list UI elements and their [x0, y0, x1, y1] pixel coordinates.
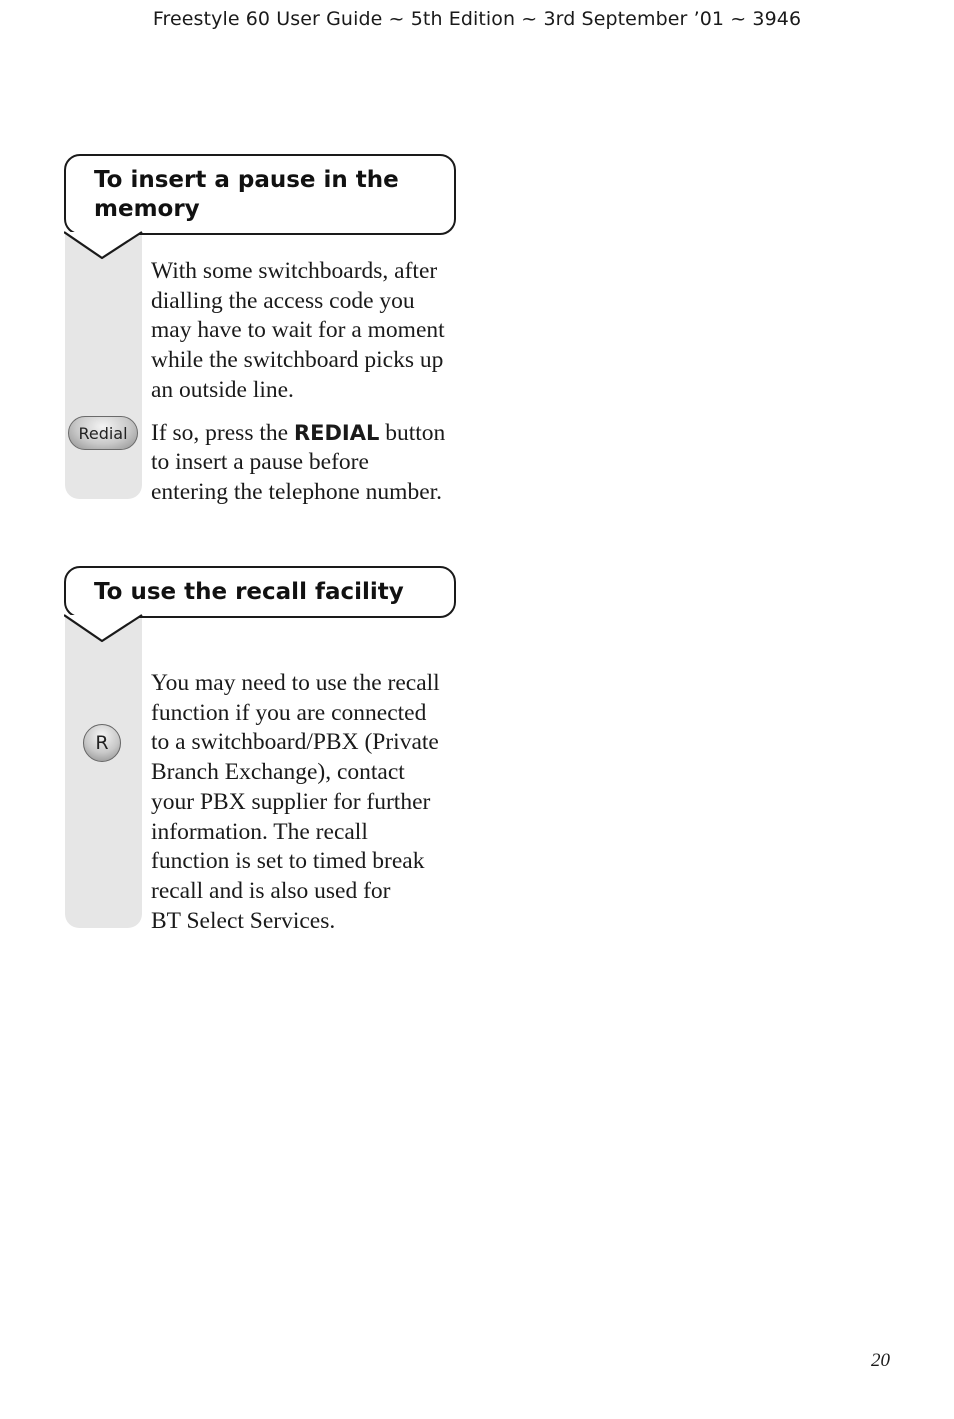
redial-button-icon: Redial	[68, 416, 138, 450]
recall-button-icon: R	[83, 724, 121, 762]
callout-pointer	[64, 231, 146, 261]
redial-keyword: REDIAL	[293, 420, 380, 445]
page-header: Freestyle 60 User Guide ~ 5th Edition ~ 3rd September ’01 ~ 3946	[152, 8, 802, 30]
section-title: To use the recall facility	[94, 579, 404, 605]
paragraph: With some switchboards, after dialling the access code you may have to wait for a moment while the switchboard picks up an outside line.	[151, 258, 445, 403]
section-insert-pause	[64, 154, 460, 504]
section-recall-facility	[64, 566, 460, 932]
callout-pointer	[64, 614, 146, 644]
paragraph: You may need to use the recall function if you are connected to a switchboard/PBX (Private Branch Exchange), contact your PBX supplier for further information. The recall function is set to timed break recall and is also used for BT Select Services.	[151, 670, 440, 934]
section-body	[151, 257, 463, 508]
page-number: 20	[871, 1350, 890, 1371]
section-title-box	[64, 566, 456, 618]
section-body	[151, 669, 463, 936]
sidebar-column	[65, 616, 142, 928]
section-title-box	[64, 154, 456, 235]
paragraph: If so, press the REDIAL button to insert a pause before entering the telephone number.	[151, 419, 446, 505]
section-title: To insert a pause in the memory	[94, 167, 399, 222]
sidebar-column	[65, 234, 142, 499]
